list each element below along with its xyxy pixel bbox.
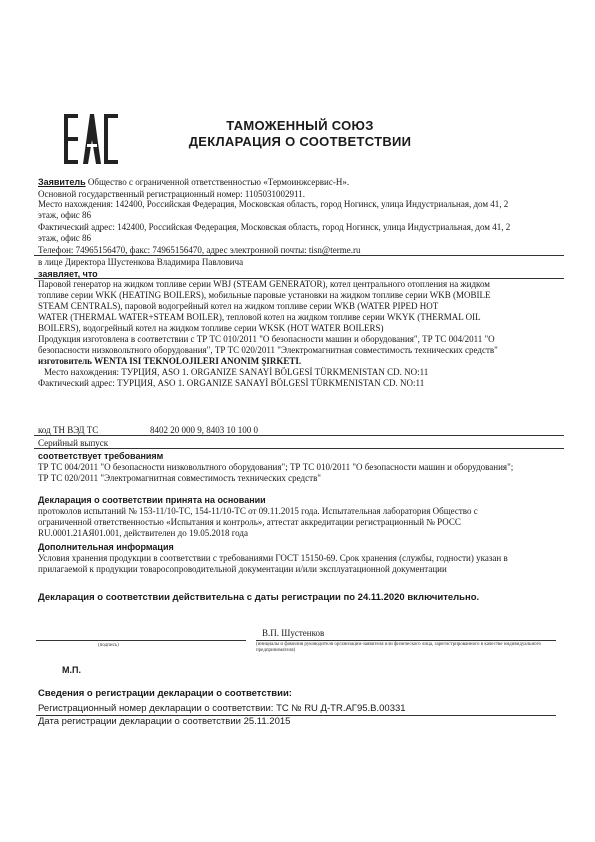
divider <box>34 448 564 449</box>
applicant-location-2: этаж, офис 86 <box>38 210 92 220</box>
basis-line: протоколов испытаний № 153-11/10-ТС, 154-11/10-ТС от 09.11.2015 года. Испытательная лаборатория Общество с <box>38 506 478 516</box>
signature-caption: (подпись) <box>98 643 119 648</box>
registration-number: Регистрационный номер декларации о соответствии: ТС № RU Д-TR.АГ95.В.00331 <box>38 703 406 714</box>
applicant-actual-1: Фактический адрес: 142400, Российская Федерация, Московская область, город Ногинск, улица Индустриальная, дом 41, 2 <box>38 222 511 232</box>
declares-line: безопасности низковольтного оборудования", ТР ТС 020/2011 "Электромагнитная совместимость технических средств" <box>38 345 498 355</box>
codes-value: 8402 20 000 9, 8403 10 100 0 <box>150 425 258 435</box>
signer-name: В.П. Шустенков <box>262 628 325 638</box>
additional-line: Условия хранения продукции в соответствии с требованиями ГОСТ 15150-69. Срок хранения (службы, годности) указан в <box>38 553 508 563</box>
additional-label: Дополнительная информация <box>38 542 174 552</box>
additional-text <box>38 553 558 575</box>
registration-date: Дата регистрации декларации о соответствии 25.11.2015 <box>38 716 291 727</box>
basis-label: Декларация о соответствии принята на основании <box>38 495 266 505</box>
applicant-text: Общество с ограниченной ответственностью «Термоинжсервис-Н». <box>87 177 350 187</box>
manufacturer-location: Место нахождения: ТУРЦИЯ, ASO 1. ORGANIZE SANAYİ BÖLGESİ TÜRKMENISTAN CD. NO:11 <box>44 367 429 377</box>
manufacturer-line: изготовитель WENTA ISI TEKNOLOJILERI ANONIM ŞIRKETI. <box>38 356 302 366</box>
registration-title: Сведения о регистрации декларации о соответствии: <box>38 688 292 699</box>
declares-line: Паровой генератор на жидком топливе серии WBJ (STEAM GENERATOR), котел центрального отопления на жидком <box>38 279 490 289</box>
conforms-text <box>38 462 558 484</box>
declares-line: BOILERS), водогрейный котел на жидком топливе серии WKSK (HOT WATER BOILERS) <box>38 323 384 333</box>
declares-line: топливе серии WKK (HEATING BOILERS), мобильные паровые установки на жидком топливе серии WKB (MOBILE <box>38 290 491 300</box>
stamp-mark: М.П. <box>62 665 81 675</box>
header-title: ДЕКЛАРАЦИЯ О СООТВЕТСТВИИ <box>188 134 412 149</box>
eac-logo <box>62 110 120 168</box>
name-caption: (инициалы и фамилия руководителя организации-заявителя или физического лица, зарегистрированного в качестве индивидуального предпринимателя) <box>256 642 542 653</box>
applicant-ogrn: Основной государственный регистрационный номер: 1105031002911. <box>38 189 305 199</box>
name-line <box>256 640 556 641</box>
declares-line: WATER (THERMAL WATER+STEAM BOILER), тепловой котел на жидком топливе серии WKYK (THERMAL OIL <box>38 312 481 322</box>
conforms-line: ТР ТС 020/2011 "Электромагнитная совместимость технических средств" <box>38 473 321 483</box>
basis-text <box>38 506 558 539</box>
declares-line: STEAM CENTRALS), паровой водогрейный котел на жидком топливе серии WKB (WATER PIPED HOT <box>38 301 439 311</box>
declares-product <box>38 279 558 389</box>
conforms-line: ТР ТС 004/2011 "О безопасности низковольтного оборудования"; ТР ТС 010/2011 "О безопасности машин и оборудования"; <box>38 462 514 472</box>
signature-line <box>36 640 246 641</box>
serial-output: Серийный выпуск <box>38 438 109 448</box>
basis-line: RU.0001.21АЯ01.001, действителен до 19.05.2018 года <box>38 528 248 538</box>
manufacturer-actual: Фактический адрес: ТУРЦИЯ, ASO 1. ORGANIZE SANAYİ BÖLGESİ TÜRKMENISTAN CD. NO:11 <box>38 378 425 388</box>
conforms-label: соответствует требованиям <box>38 451 164 461</box>
validity-text: Декларация о соответствии действительна с даты регистрации по 24.11.2020 включительно. <box>38 592 480 603</box>
applicant-contacts: Телефон: 74965156470, факс: 74965156470, адрес электронной почты: tisn@terme.ru <box>38 245 361 255</box>
applicant-location-1: Место нахождения: 142400, Российская Федерация, Московская область, город Ногинск, улица Индустриальная, дом 41, 2 <box>38 199 509 209</box>
header-union: ТАМОЖЕННЫЙ СОЮЗ <box>226 118 374 133</box>
divider <box>34 435 564 436</box>
additional-line: прилагаемой к продукции товаросопроводительной документации и/или эксплуатационной документации <box>38 564 447 574</box>
applicant-person: в лице Директора Шустенкова Владимира Павловича <box>38 257 244 267</box>
codes-label: код ТН ВЭД ТС <box>38 425 99 435</box>
applicant-actual-2: этаж, офис 86 <box>38 233 92 243</box>
declares-label: заявляет, что <box>38 269 98 279</box>
applicant-label: Заявитель <box>38 177 86 187</box>
applicant-line <box>38 176 563 188</box>
declares-line: Продукция изготовлена в соответствии с ТР ТС 010/2011 "О безопасности машин и оборудования", ТР ТС 004/2011 "О <box>38 334 495 344</box>
basis-line: ограниченной ответственностью «Испытания и контроль», аттестат аккредитации регистрационный № РОСС <box>38 517 461 527</box>
